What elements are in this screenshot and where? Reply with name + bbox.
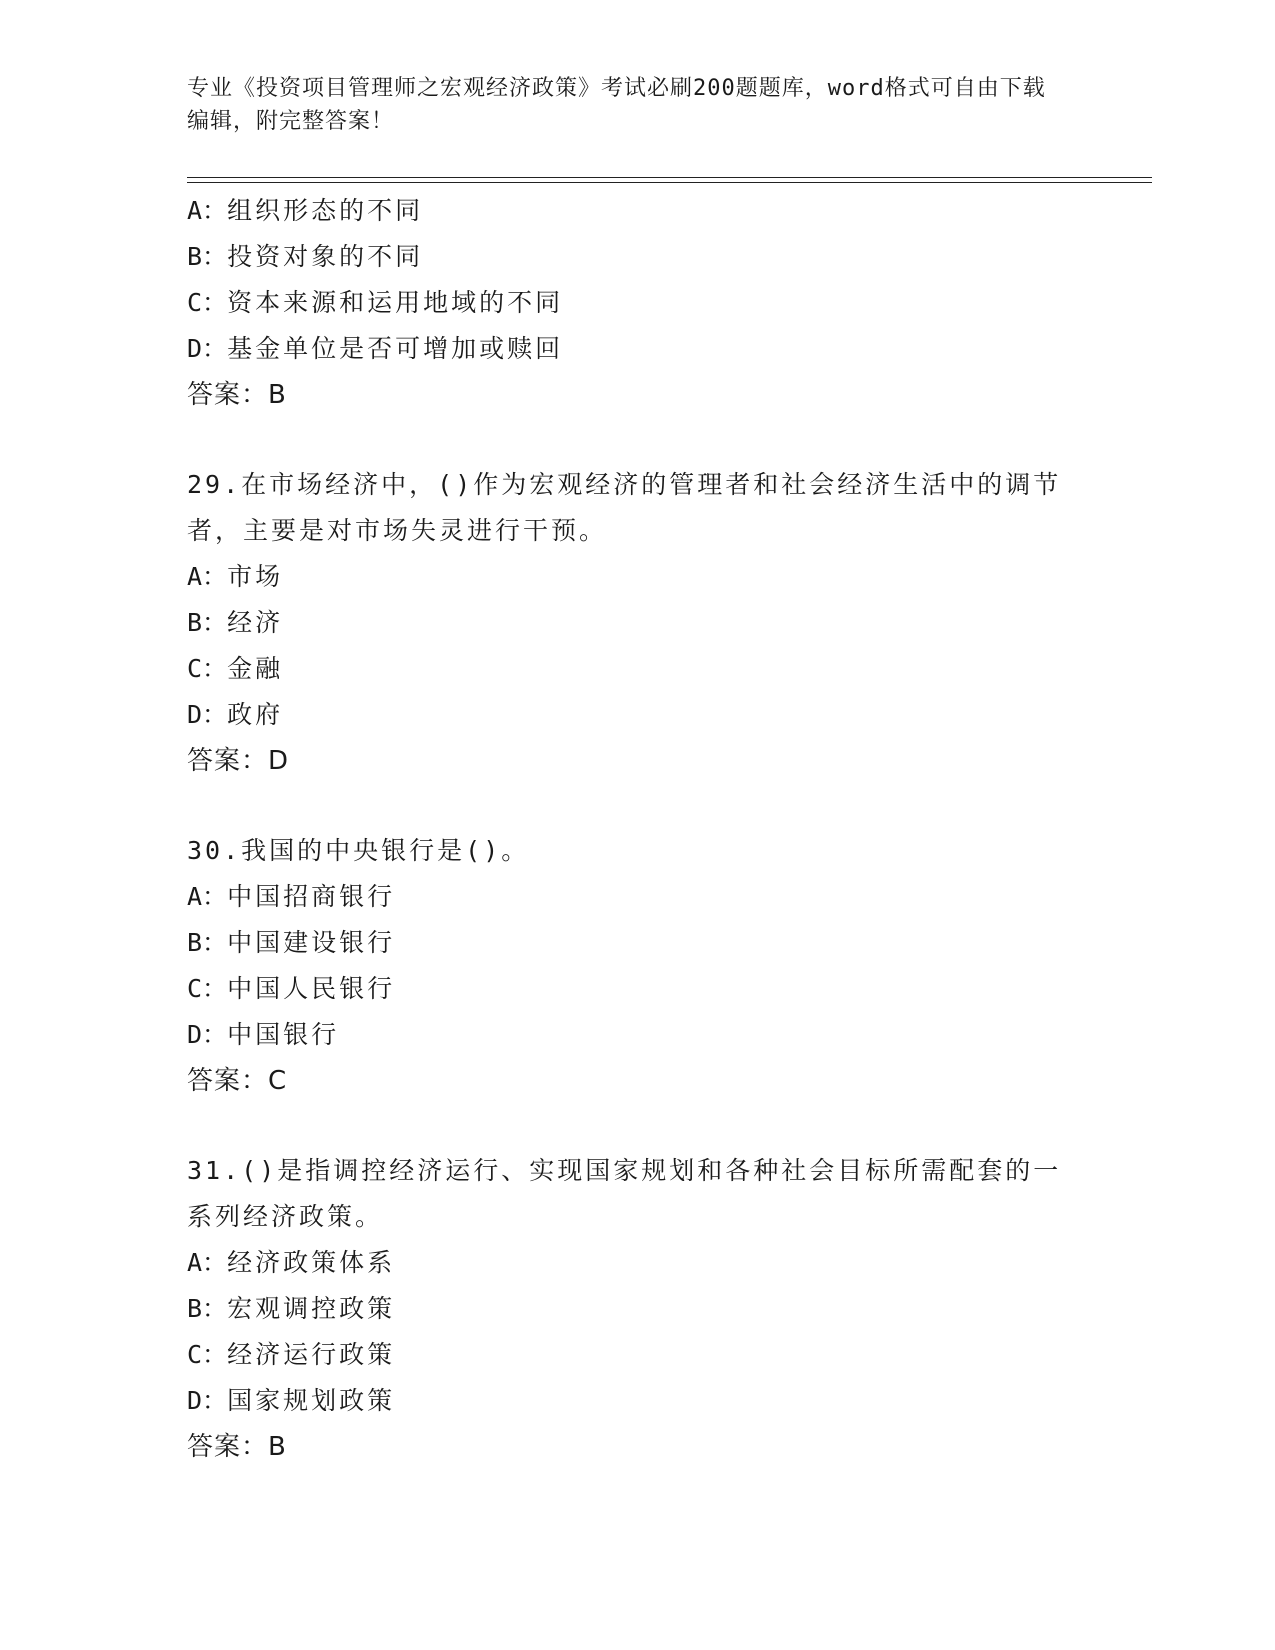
option-c xyxy=(187,1332,1087,1378)
option-text: 政府 xyxy=(227,700,284,729)
header-rule-bottom xyxy=(187,182,1152,183)
option-text: 中国建设银行 xyxy=(227,928,396,957)
option-label: C： xyxy=(187,974,228,1003)
question-stem: 31.()是指调控经济运行、实现国家规划和各种社会目标所需配套的一系列经济政策。 xyxy=(187,1156,1062,1231)
option-d xyxy=(187,1378,1087,1424)
option-text: 组织形态的不同 xyxy=(227,196,424,225)
option-a xyxy=(187,554,1087,600)
answer-line: 答案：B xyxy=(187,380,287,410)
option-label: C： xyxy=(187,654,228,683)
spacer xyxy=(187,1104,1087,1148)
option-label: B： xyxy=(187,928,228,957)
spacer xyxy=(187,418,1087,462)
option-b xyxy=(187,1286,1087,1332)
option-text: 投资对象的不同 xyxy=(227,242,424,271)
option-a xyxy=(187,1240,1087,1286)
spacer xyxy=(187,784,1087,828)
document-header: 专业《投资项目管理师之宏观经济政策》考试必刷200题题库，word格式可自由下载编辑，附完整答案！ xyxy=(187,76,1046,134)
option-text: 中国招商银行 xyxy=(227,882,396,911)
option-c xyxy=(187,966,1087,1012)
question-30 xyxy=(187,828,1087,1104)
carryover-question xyxy=(187,188,1087,418)
option-d xyxy=(187,1012,1087,1058)
option-label: C： xyxy=(187,288,228,317)
option-label: B： xyxy=(187,608,228,637)
option-label: D： xyxy=(187,1386,228,1415)
option-text: 经济政策体系 xyxy=(227,1248,396,1277)
option-label: B： xyxy=(187,1294,228,1323)
option-label: D： xyxy=(187,700,228,729)
option-label: B： xyxy=(187,242,228,271)
option-text: 宏观调控政策 xyxy=(227,1294,396,1323)
answer-line: 答案：B xyxy=(187,1432,287,1462)
option-text: 基金单位是否可增加或赎回 xyxy=(227,334,564,363)
option-label: A： xyxy=(187,882,228,911)
option-text: 国家规划政策 xyxy=(227,1386,396,1415)
option-b xyxy=(187,920,1087,966)
option-label: A： xyxy=(187,562,228,591)
option-a xyxy=(187,874,1087,920)
header-rule-top xyxy=(187,177,1152,178)
option-c xyxy=(187,646,1087,692)
option-text: 中国银行 xyxy=(227,1020,340,1049)
option-text: 金融 xyxy=(227,654,284,683)
option-text: 市场 xyxy=(227,562,284,591)
option-d xyxy=(187,692,1087,738)
option-text: 中国人民银行 xyxy=(227,974,396,1003)
option-label: C： xyxy=(187,1340,228,1369)
option-d xyxy=(187,326,1087,372)
answer-line: 答案：C xyxy=(187,1066,288,1096)
option-b xyxy=(187,234,1087,280)
question-stem: 30.我国的中央银行是()。 xyxy=(187,836,530,865)
question-list xyxy=(187,188,1087,1470)
answer-line: 答案：D xyxy=(187,746,290,776)
option-c xyxy=(187,280,1087,326)
option-label: A： xyxy=(187,196,228,225)
option-text: 经济运行政策 xyxy=(227,1340,396,1369)
option-a xyxy=(187,188,1087,234)
option-label: A： xyxy=(187,1248,228,1277)
question-29 xyxy=(187,462,1087,784)
option-b xyxy=(187,600,1087,646)
option-label: D： xyxy=(187,1020,228,1049)
option-text: 资本来源和运用地域的不同 xyxy=(227,288,564,317)
option-label: D： xyxy=(187,334,228,363)
question-stem: 29.在市场经济中，()作为宏观经济的管理者和社会经济生活中的调节者，主要是对市场失灵进行干预。 xyxy=(187,470,1062,545)
option-text: 经济 xyxy=(227,608,284,637)
question-31 xyxy=(187,1148,1087,1470)
